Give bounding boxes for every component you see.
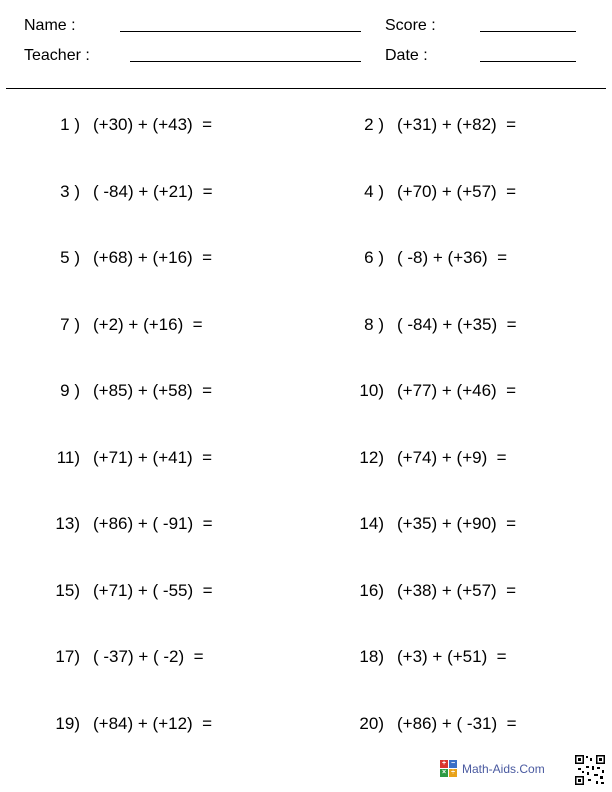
problem-expression: (+31) + (+82) = [397,115,517,134]
name-label: Name : [24,17,76,34]
problem-expression: (+86) + ( -31) = [397,713,517,733]
problem-item [40,647,204,667]
problem-expression: ( -84) + (+21) = [93,181,213,201]
problem-number: 6 ) [364,248,384,267]
problem-expression: (+71) + ( -55) = [93,580,213,600]
problem-expression: ( -37) + ( -2) = [93,647,204,666]
problem-expression: ( -84) + (+35) = [397,314,517,334]
problem-number: 13) [55,514,80,533]
problem-expression: (+86) + ( -91) = [93,514,213,533]
problem-expression: (+70) + (+57) = [397,181,517,201]
date-label: Date : [385,47,428,64]
problem-item [344,315,517,335]
problem-item [344,381,516,401]
problem-item [40,448,212,468]
problem-expression: (+2) + (+16) = [93,314,203,334]
problem-expression: (+71) + (+41) = [93,447,213,467]
problem-number: 15) [55,580,80,600]
problem-expression: ( -8) + (+36) = [397,248,508,267]
problem-number: 19) [55,713,80,733]
problem-item [344,714,517,734]
header-divider [6,88,606,89]
footer-brand [440,760,545,777]
site-name: Math-Aids.Com [462,761,545,776]
problem-item [40,248,212,268]
date-line[interactable] [480,61,576,62]
problem-number: 1 ) [60,115,80,134]
problem-number: 8 ) [364,314,384,334]
problem-number: 18) [359,647,384,666]
problem-item [344,647,507,667]
problem-number: 9 ) [60,381,80,400]
problem-item [40,182,213,202]
problem-item [40,714,212,734]
problem-expression: (+74) + (+9) = [397,447,507,467]
problem-number: 14) [359,514,384,533]
problem-number: 4 ) [364,181,384,201]
problem-item [344,182,516,202]
problem-number: 20) [359,713,384,733]
problem-item [344,248,507,268]
problem-item [40,514,213,534]
problem-item [344,448,507,468]
score-line[interactable] [480,31,576,32]
problem-item [344,581,516,601]
qr-code-icon [574,754,606,786]
problem-number: 5 ) [60,248,80,267]
teacher-line[interactable] [130,61,361,62]
problem-number: 10) [359,381,384,400]
problem-number: 11) [56,447,80,467]
problem-number: 2 ) [364,115,384,134]
name-line[interactable] [120,31,361,32]
problem-item [40,315,203,335]
problem-number: 7 ) [60,314,80,334]
problem-expression: (+35) + (+90) = [397,514,517,533]
problem-item [40,381,212,401]
problem-number: 12) [359,447,384,467]
problem-number: 3 ) [60,181,80,201]
problem-item [344,514,516,534]
problem-expression: (+30) + (+43) = [93,115,213,134]
problem-number: 17) [55,647,80,666]
problem-item [40,581,213,601]
problem-expression: (+68) + (+16) = [93,248,213,267]
problem-expression: (+3) + (+51) = [397,647,507,666]
problem-number: 16) [359,580,384,600]
math-operations-icon: + − × ÷ [441,760,456,776]
problem-expression: (+77) + (+46) = [397,381,517,400]
problem-item [40,115,212,135]
problem-expression: (+85) + (+58) = [93,381,213,400]
problem-expression: (+38) + (+57) = [397,580,517,600]
score-label: Score : [385,17,436,34]
teacher-label: Teacher : [24,47,90,64]
problem-expression: (+84) + (+12) = [93,713,213,733]
problem-item [344,115,516,135]
